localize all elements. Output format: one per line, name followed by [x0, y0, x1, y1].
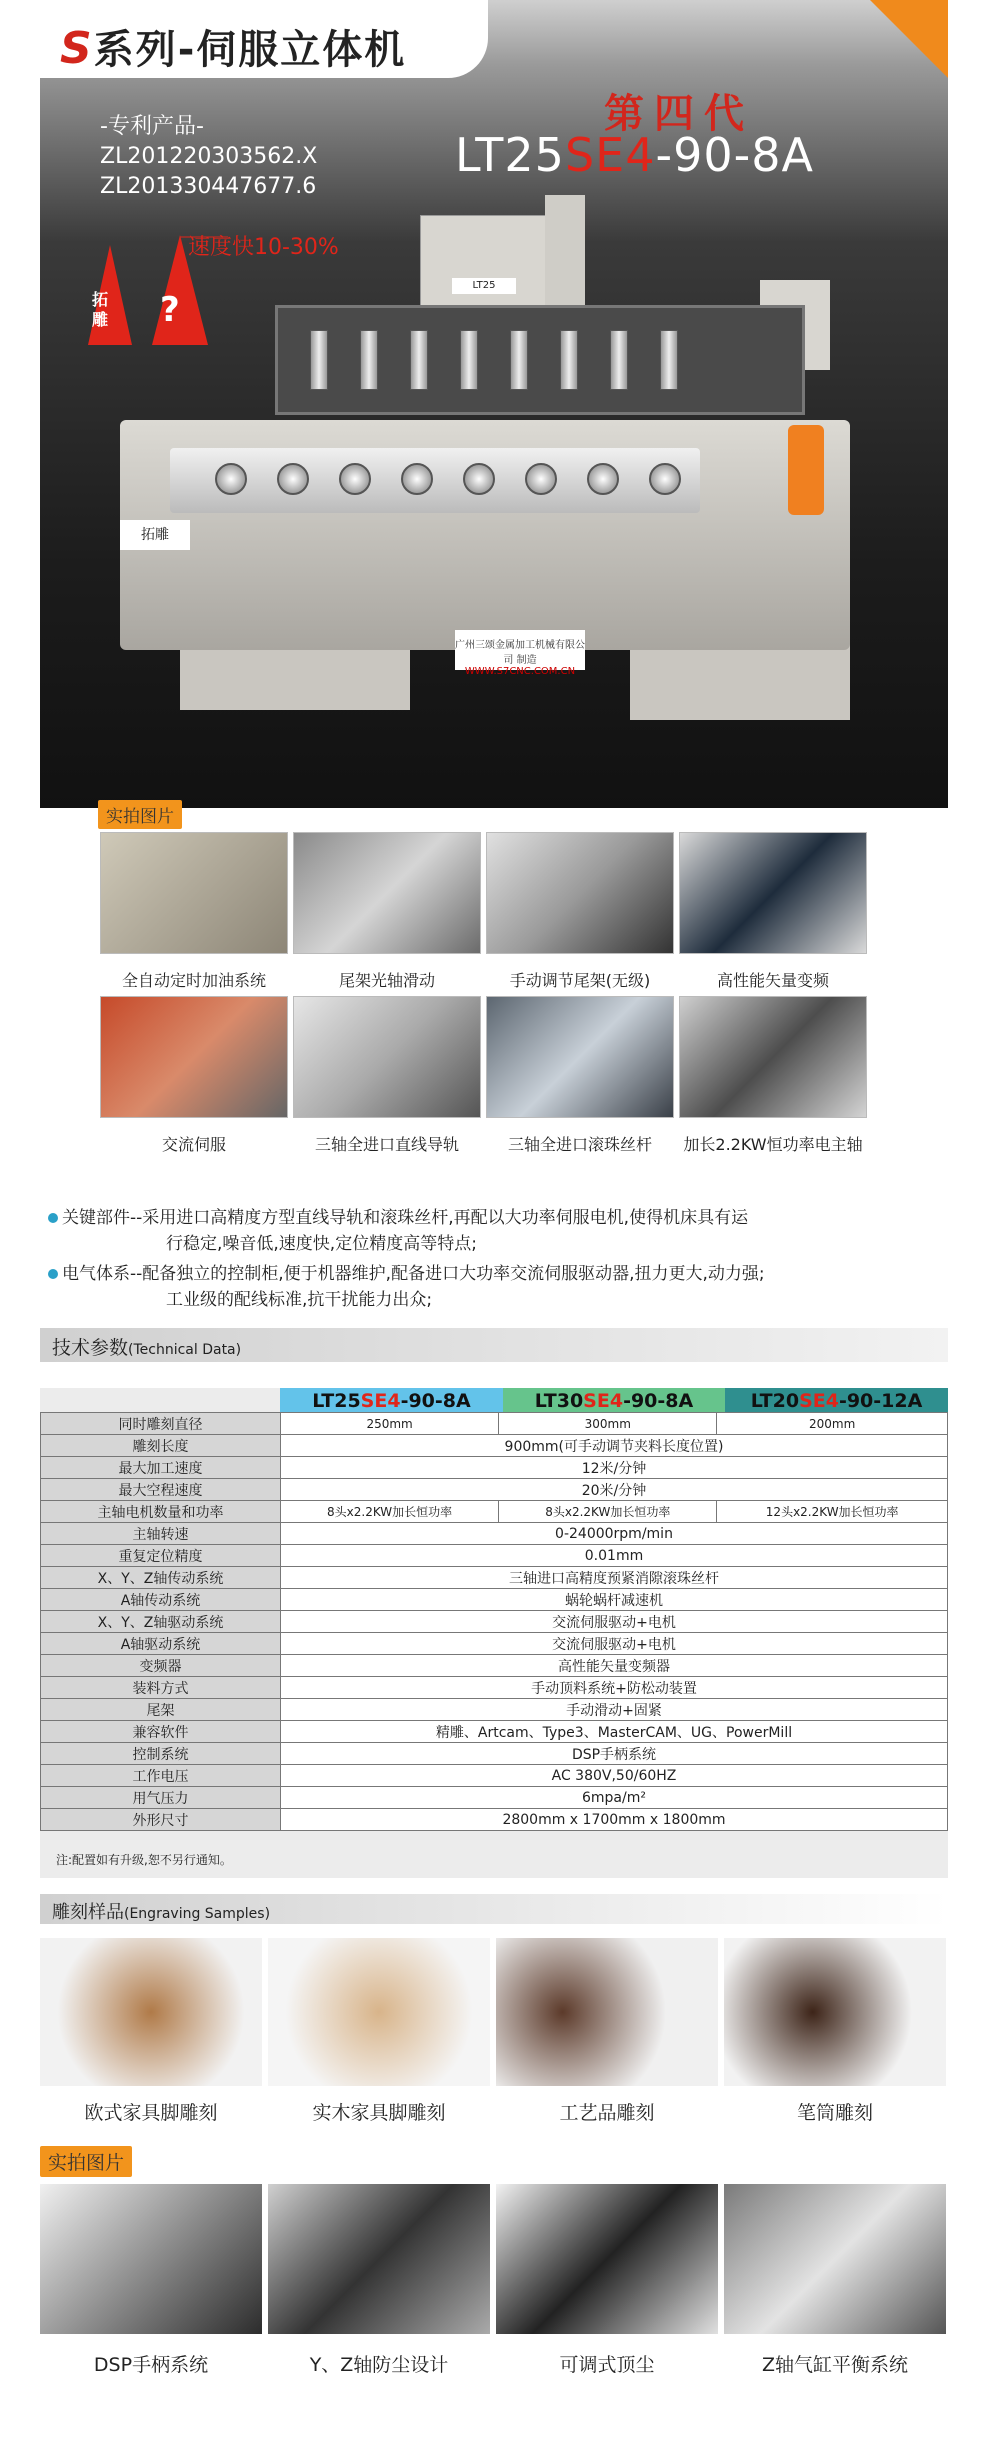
feature-electrical: 电气体系--配备独立的控制柜,便于机器维护,配备进口大功率交流伺服驱动器,扭力更大,动力强; — [48, 1262, 765, 1287]
tech-row — [41, 1611, 948, 1633]
tech-row-key: 主轴转速 — [41, 1523, 281, 1545]
photos-label-2: 实拍图片 — [40, 2146, 132, 2177]
tech-row — [41, 1699, 948, 1721]
patent-number: ZL201330447677.6 — [100, 174, 317, 199]
tech-row-value: 手动顶料系统+防松动装置 — [281, 1677, 948, 1699]
photo-caption: 可调式顶尘 — [559, 2354, 655, 2376]
tech-row-value: 交流伺服驱动+电机 — [281, 1611, 948, 1633]
photo-tailstock — [486, 832, 674, 954]
spindle — [310, 330, 328, 390]
tech-row — [41, 1545, 948, 1567]
tech-row-value: 三轴进口高精度预紧消隙滚珠丝杆 — [281, 1567, 948, 1589]
tech-row-key: 最大空程速度 — [41, 1479, 281, 1501]
tech-row-key: 最大加工速度 — [41, 1457, 281, 1479]
bullet-icon — [48, 1269, 58, 1279]
tech-row-key: 兼容软件 — [41, 1721, 281, 1743]
tech-row — [41, 1501, 948, 1523]
sample-brush-pot — [724, 1938, 946, 2086]
tech-row — [41, 1413, 948, 1435]
spindle — [510, 330, 528, 390]
tech-row-value: 高性能矢量变频器 — [281, 1655, 948, 1677]
tech-row-value: 蜗轮蜗杆减速机 — [281, 1589, 948, 1611]
tech-row-value: 900mm(可手动调节夹料长度位置) — [281, 1435, 948, 1457]
tech-row-value: 手动滑动+固紧 — [281, 1699, 948, 1721]
tech-row-value: 0.01mm — [281, 1545, 948, 1567]
sample-euro-leg — [40, 1938, 262, 2086]
chuck — [401, 463, 433, 495]
series-title: S系列-伺服立体机 — [60, 23, 407, 74]
photo-spindle — [679, 996, 867, 1118]
chuck — [215, 463, 247, 495]
tech-row-value: 200mm — [717, 1413, 948, 1435]
photo-oil-system — [100, 832, 288, 954]
tech-row-value: 12头x2.2KW加长恒功率 — [717, 1501, 948, 1523]
tech-row-value: 8头x2.2KW加长恒功率 — [281, 1501, 499, 1523]
photo-adjustable-top — [496, 2184, 718, 2334]
tech-title: 技术参数(Technical Data) — [52, 1337, 242, 1359]
corner-triangle — [870, 0, 948, 78]
spindle — [560, 330, 578, 390]
flame-text-left: 拓雕 — [92, 290, 109, 329]
tech-row-value: 精雕、Artcam、Type3、MasterCAM、UG、PowerMill — [281, 1721, 948, 1743]
tech-row — [41, 1655, 948, 1677]
photo-dsp-handle — [40, 2184, 262, 2334]
patent-number: ZL201220303562.X — [100, 144, 318, 169]
model-title: LT25SE4-90-8A — [455, 128, 814, 182]
tech-row — [41, 1523, 948, 1545]
samples-title: 雕刻样品(Engraving Samples) — [52, 1902, 271, 1923]
feature-key-parts-cont: 行稳定,噪音低,速度快,定位精度高等特点; — [166, 1234, 477, 1254]
flame-text-right: ? — [160, 290, 180, 330]
tech-row-key: A轴传动系统 — [41, 1589, 281, 1611]
machine-leg — [180, 640, 410, 710]
tech-row — [41, 1809, 948, 1831]
tech-row-value: 12米/分钟 — [281, 1457, 948, 1479]
photo-caption: 全自动定时加油系统 — [121, 971, 266, 990]
photo-caption: 高性能矢量变频 — [716, 971, 829, 990]
sample-caption: 笔筒雕刻 — [796, 2102, 873, 2124]
spindle — [460, 330, 478, 390]
photo-caption: 三轴全进口滚珠丝杆 — [507, 1135, 652, 1154]
tech-row — [41, 1633, 948, 1655]
series-s-logo: S — [60, 23, 94, 74]
feature-electrical-cont: 工业级的配线标准,抗干扰能力出众; — [166, 1290, 433, 1310]
tech-row-value: DSP手柄系统 — [281, 1743, 948, 1765]
tech-row-value: 交流伺服驱动+电机 — [281, 1633, 948, 1655]
chuck — [277, 463, 309, 495]
tech-row-key: 雕刻长度 — [41, 1435, 281, 1457]
machine-plate: 广州三颂金属加工机械有限公司 制造 WWW.S7CNC.COM.CN — [455, 630, 585, 670]
tech-note: 注:配置如有升级,恕不另行通知。 — [56, 1853, 232, 1867]
tech-row-key: 变频器 — [41, 1655, 281, 1677]
tech-row — [41, 1677, 948, 1699]
tech-table-body — [41, 1413, 948, 1831]
chuck — [587, 463, 619, 495]
patent-title: -专利产品- — [100, 114, 204, 139]
photo-dustproof — [268, 2184, 490, 2334]
photo-z-cylinder — [724, 2184, 946, 2334]
sample-caption: 欧式家具脚雕刻 — [84, 2102, 218, 2124]
tech-row-key: 外形尺寸 — [41, 1809, 281, 1831]
spindle — [610, 330, 628, 390]
bullet-icon — [48, 1213, 58, 1223]
tech-row-value: AC 380V,50/60HZ — [281, 1765, 948, 1787]
tech-row-key: 同时雕刻直径 — [41, 1413, 281, 1435]
sample-crafts — [496, 1938, 718, 2086]
tech-row — [41, 1787, 948, 1809]
photo-ballscrew — [486, 996, 674, 1118]
chuck — [339, 463, 371, 495]
chuck-row — [215, 463, 695, 503]
photo-caption: 加长2.2KW恒功率电主轴 — [683, 1135, 863, 1154]
photo-caption: 尾架光轴滑动 — [338, 971, 435, 990]
spindle — [410, 330, 428, 390]
chuck — [525, 463, 557, 495]
model-column-header: LT30SE4-90-8A — [503, 1388, 725, 1414]
tech-row — [41, 1721, 948, 1743]
chuck — [463, 463, 495, 495]
sample-caption: 实木家具脚雕刻 — [312, 2102, 446, 2124]
tech-row-value: 6mpa/m² — [281, 1787, 948, 1809]
machine-top-column — [545, 195, 585, 315]
photo-servo — [100, 996, 288, 1118]
tech-row-key: 装料方式 — [41, 1677, 281, 1699]
tech-row-value: 2800mm x 1700mm x 1800mm — [281, 1809, 948, 1831]
tech-row-key: X、Y、Z轴驱动系统 — [41, 1611, 281, 1633]
spindle — [660, 330, 678, 390]
generation-label: 第四代 — [604, 90, 754, 137]
tech-row-key: 重复定位精度 — [41, 1545, 281, 1567]
tech-row-key: A轴驱动系统 — [41, 1633, 281, 1655]
machine-model-badge: LT25 — [452, 278, 516, 294]
machine-logo: 拓雕 — [120, 520, 190, 550]
tech-row-value: 20米/分钟 — [281, 1479, 948, 1501]
tech-row — [41, 1743, 948, 1765]
tech-row — [41, 1435, 948, 1457]
tech-row-key: 尾架 — [41, 1699, 281, 1721]
tech-row-key: 工作电压 — [41, 1765, 281, 1787]
tech-row-key: X、Y、Z轴传动系统 — [41, 1567, 281, 1589]
patent-block — [100, 112, 317, 202]
tech-row — [41, 1765, 948, 1787]
tech-row — [41, 1567, 948, 1589]
speed-text: 速度快10-30% — [188, 235, 339, 260]
photos-label: 实拍图片 — [98, 800, 182, 829]
tech-row — [41, 1589, 948, 1611]
photo-caption: 交流伺服 — [161, 1135, 226, 1154]
photo-caption: Z轴气缸平衡系统 — [761, 2354, 909, 2376]
sample-caption: 工艺品雕刻 — [559, 2102, 655, 2124]
photo-linear-guide — [293, 996, 481, 1118]
tech-row-value: 250mm — [281, 1413, 499, 1435]
sample-wood-leg — [268, 1938, 490, 2086]
tech-row-key: 控制系统 — [41, 1743, 281, 1765]
tech-table — [40, 1412, 948, 1831]
tech-row-value: 0-24000rpm/min — [281, 1523, 948, 1545]
tech-row — [41, 1479, 948, 1501]
photo-caption: DSP手柄系统 — [93, 2354, 209, 2376]
feature-key-parts: 关键部件--采用进口高精度方型直线导轨和滚珠丝杆,再配以大功率伺服电机,使得机床具有运 — [48, 1206, 748, 1231]
tech-row-key: 用气压力 — [41, 1787, 281, 1809]
photo-caption: 三轴全进口直线导轨 — [314, 1135, 459, 1154]
photo-caption: 手动调节尾架(无级) — [509, 971, 651, 990]
spindle-row — [310, 330, 710, 410]
photo-tail-shaft — [293, 832, 481, 954]
tech-row — [41, 1457, 948, 1479]
tech-row-value: 8头x2.2KW加长恒功率 — [499, 1501, 717, 1523]
chuck — [649, 463, 681, 495]
photo-inverter — [679, 832, 867, 954]
model-column-header: LT25SE4-90-8A — [280, 1388, 503, 1414]
tech-row-key: 主轴电机数量和功率 — [41, 1501, 281, 1523]
tech-row-value: 300mm — [499, 1413, 717, 1435]
machine-orange-cover — [788, 425, 824, 515]
model-column-header: LT20SE4-90-12A — [725, 1388, 948, 1414]
spindle — [360, 330, 378, 390]
photo-caption: Y、Z轴防尘设计 — [309, 2354, 449, 2376]
